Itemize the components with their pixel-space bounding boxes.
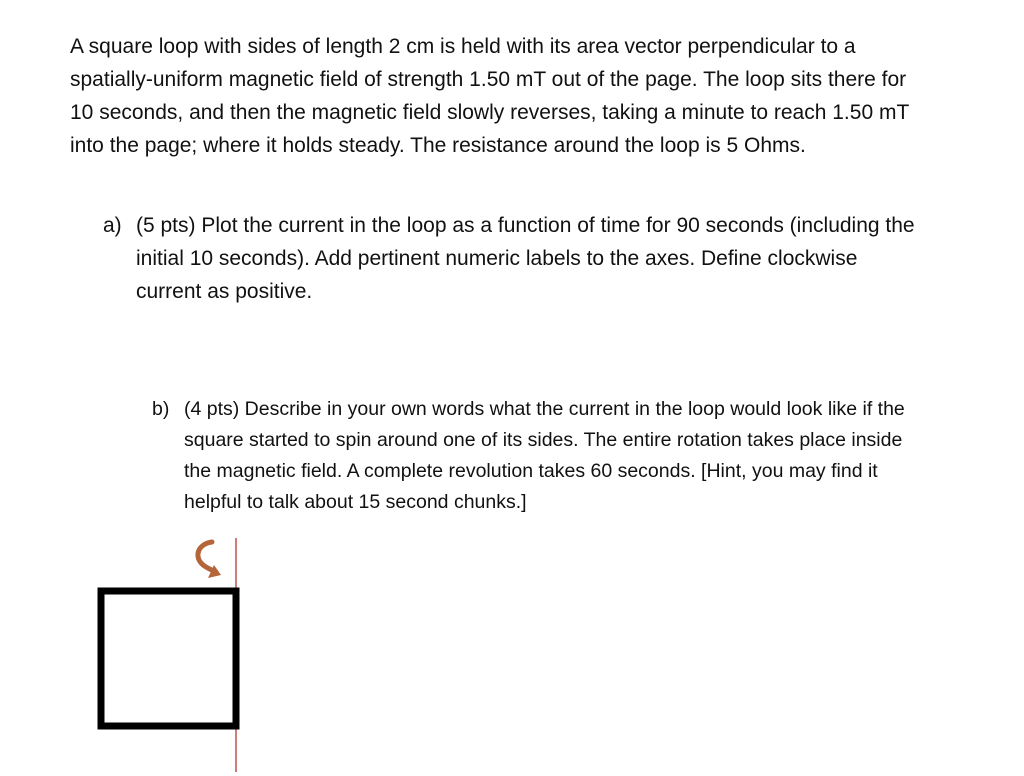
problem-intro: A square loop with sides of length 2 cm is held with its area vector perpendicular to a spatially-uniform magnetic field of strength 1.50 mT out of the page. The loop sits there for 10 seconds, and then the magnetic field slowly reverses, taking a minute to reach 1.50 mT into the page; where it holds steady. The resistance around the loop is 5 Ohms.	[70, 35, 909, 157]
part-b-text: (4 pts) Describe in your own words what the current in the loop would look like if the square started to spin around one of its sides. The entire rotation takes place inside the magnetic field. A complete revolution takes 60 seconds. [Hint, you may find it helpful to talk about 15 second chunks.]	[184, 398, 905, 513]
part-b	[152, 394, 932, 518]
part-a-marker: a)	[103, 214, 122, 237]
part-b-marker: b)	[152, 398, 170, 420]
rotation-arrow-icon	[198, 542, 221, 578]
part-a	[103, 209, 923, 308]
part-a-text: (5 pts) Plot the current in the loop as a function of time for 90 seconds (including the initial 10 seconds). Add pertinent numeric labels to the axes. Define clockwise current as positive.	[136, 214, 915, 303]
rotating-loop-figure	[90, 528, 260, 776]
square-loop	[101, 591, 236, 726]
